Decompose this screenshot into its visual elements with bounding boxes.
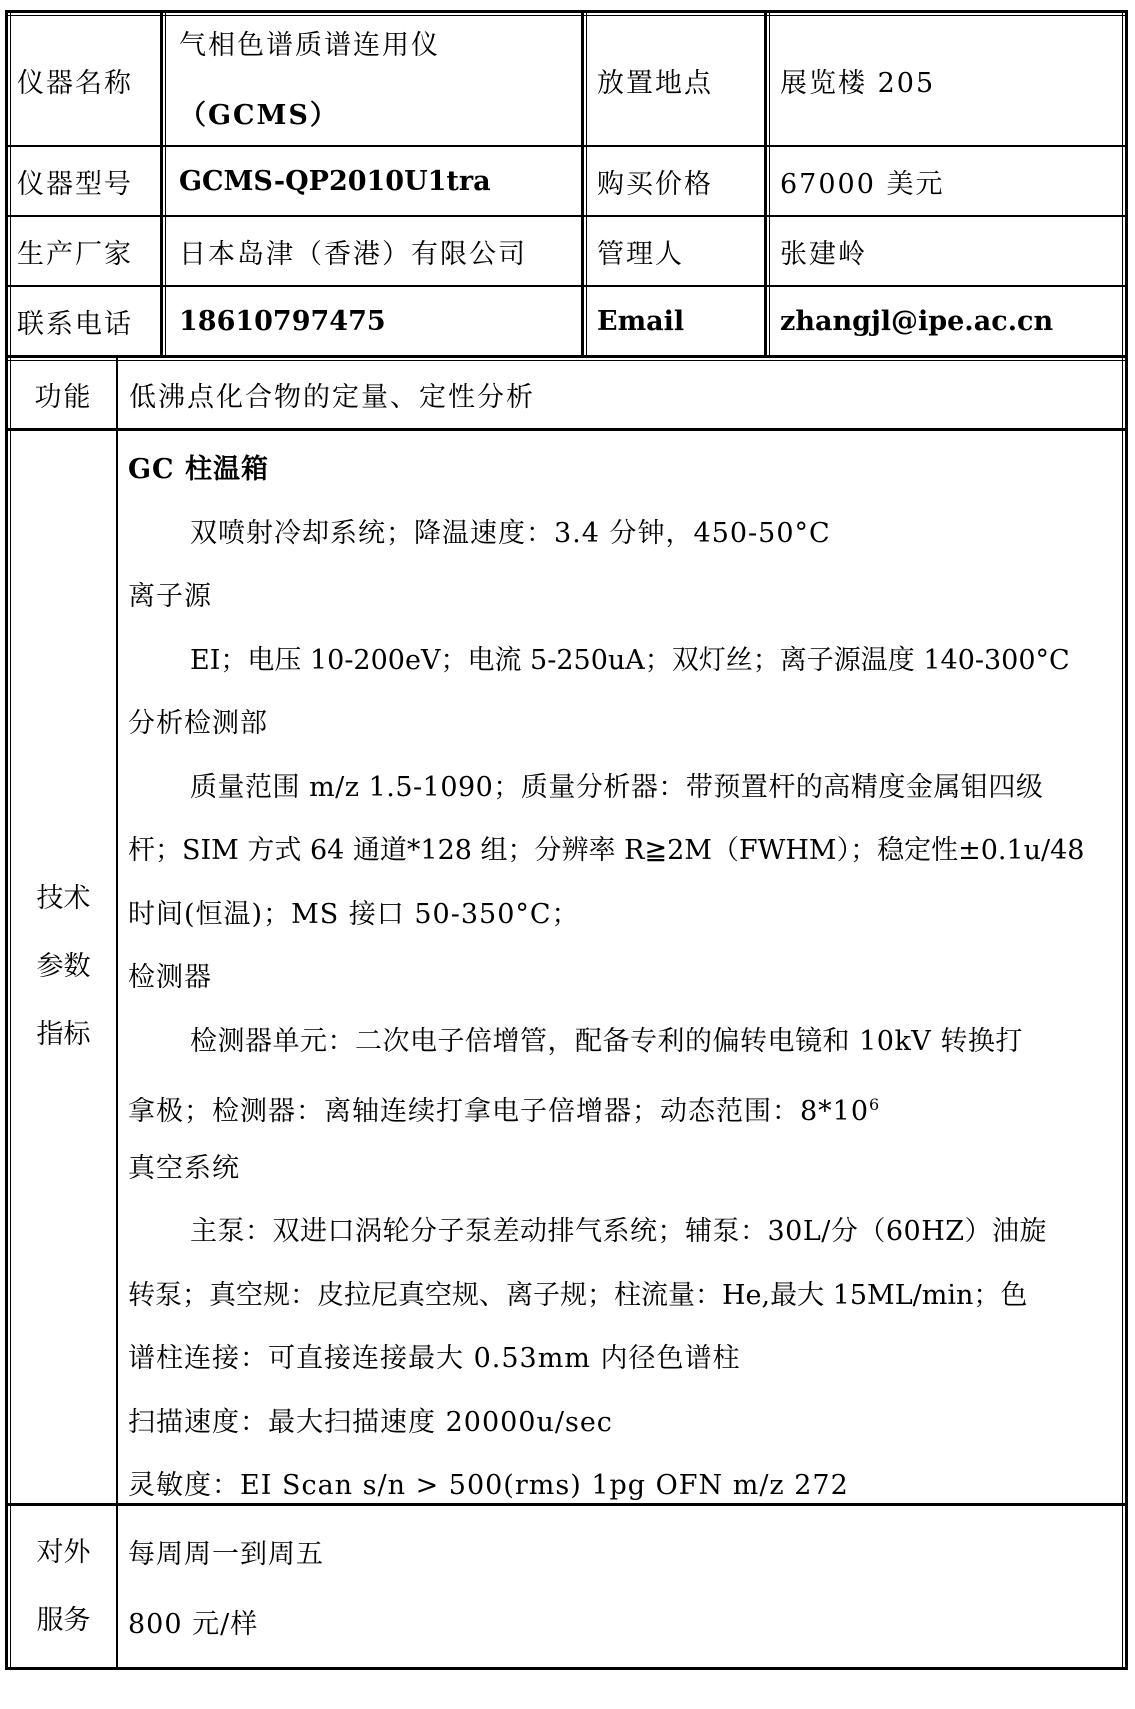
label-specs-line3: 指标	[36, 1019, 91, 1050]
value-phone: 18610797475	[179, 305, 386, 337]
label-price: 购买价格	[597, 168, 713, 200]
spec-heading-vacuum: 真空系统	[128, 1152, 240, 1184]
value-manager: 张建岭	[780, 238, 867, 270]
value-function: 低沸点化合物的定量、定性分析	[129, 382, 535, 413]
value-model: GCMS-QP2010U1tra	[179, 165, 491, 197]
value-location: 展览楼 205	[780, 68, 936, 99]
label-instrument-name: 仪器名称	[17, 68, 133, 99]
label-model: 仪器型号	[17, 168, 133, 200]
spec-line-analyzer-3: 时间(恒温)；MS 接口 50-350°C；	[128, 898, 580, 930]
service-line-price: 800 元/样	[128, 1609, 259, 1640]
value-price: 67000 美元	[780, 168, 945, 200]
label-manufacturer: 生产厂家	[17, 238, 133, 270]
spec-heading-analyzer: 分析检测部	[128, 708, 268, 739]
service-content	[128, 1520, 324, 1660]
spec-superscript: 6	[869, 1095, 881, 1114]
spec-line-analyzer-1: 质量范围 m/z 1.5-1090；质量分析器：带预置杆的高精度金属钼四级	[190, 771, 1044, 803]
label-service	[11, 1506, 116, 1667]
spec-line-detector-2	[128, 1073, 1118, 1137]
spec-line-analyzer-2: 杆；SIM 方式 64 通道*128 组；分辨率 R≧2M（FWHM）；稳定性±0.1u/48	[128, 835, 1085, 866]
spec-line-vacuum-2: 转泵；真空规：皮拉尼真空规、离子规；柱流量：He,最大 15ML/min；色	[128, 1279, 1028, 1311]
label-function: 功能	[34, 382, 93, 413]
label-service-line2: 服务	[36, 1604, 91, 1636]
value-manufacturer: 日本岛津（香港）有限公司	[179, 238, 527, 270]
spec-line-vacuum-1: 主泵：双进口涡轮分子泵差动排气系统；辅泵：30L/分（60HZ）油旋	[190, 1216, 1048, 1247]
label-specs-line2: 参数	[36, 951, 91, 982]
spec-line-vacuum-3: 谱柱连接：可直接连接最大 0.53mm 内径色谱柱	[128, 1343, 741, 1374]
label-email: Email	[597, 305, 685, 337]
label-specs-line1: 技术	[36, 883, 91, 914]
label-service-line1: 对外	[36, 1536, 91, 1568]
spec-heading-detector: 检测器	[128, 962, 212, 993]
specs-content	[128, 438, 1118, 1518]
label-specs	[11, 431, 116, 1503]
spec-line-scan: 扫描速度：最大扫描速度 20000u/sec	[128, 1406, 613, 1438]
service-line-days: 每周周一到周五	[128, 1539, 324, 1570]
spec-line-detector-2-text: 拿极；检测器：离轴连续打拿电子倍增器；动态范围：8*10	[128, 1096, 870, 1127]
value-instrument-name	[179, 16, 579, 145]
label-location: 放置地点	[597, 68, 713, 99]
spec-heading-gc: GC 柱温箱	[128, 454, 269, 485]
instrument-name-line1: 气相色谱质谱连用仪	[179, 29, 440, 61]
spec-heading-ion: 离子源	[128, 581, 212, 612]
spec-line-detector-1: 检测器单元：二次电子倍增管，配备专利的偏转电镜和 10kV 转换打	[190, 1025, 1023, 1057]
label-manager: 管理人	[597, 238, 684, 270]
spec-line-gc: 双喷射冷却系统；降温速度：3.4 分钟，450-50°C	[190, 517, 831, 549]
instrument-name-line2: （GCMS）	[179, 99, 339, 131]
label-phone: 联系电话	[17, 308, 133, 340]
spec-line-sensitivity: 灵敏度：EI Scan s/n > 500(rms) 1pg OFN m/z 272	[128, 1470, 849, 1501]
spec-line-ion: EI；电压 10-200eV；电流 5-250uA；双灯丝；离子源温度 140-300°C	[190, 644, 1070, 676]
value-email: zhangjl@ipe.ac.cn	[780, 305, 1054, 337]
